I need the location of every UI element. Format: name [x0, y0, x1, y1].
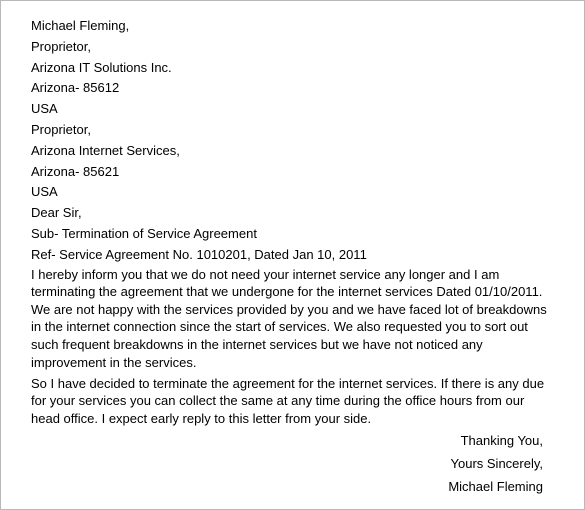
closing-thanks: Thanking You, — [460, 433, 543, 448]
sender-country: USA — [31, 101, 58, 117]
letter-body — [31, 16, 551, 427]
sender-title: Proprietor, — [31, 38, 91, 54]
letter-closing — [448, 429, 543, 498]
sender-name: Michael Fleming, — [31, 18, 130, 33]
body-paragraph-2 — [31, 375, 551, 428]
recipient-company: Arizona Internet Services, — [31, 142, 180, 158]
recipient-country: USA — [31, 184, 58, 200]
subject-line: Sub- Termination of Service Agreement — [31, 225, 257, 241]
closing-sign-off: Yours Sincerely, — [450, 456, 543, 471]
paragraph-line: improvement in the services. — [31, 354, 197, 370]
paragraph-line: such frequent breakdowns in the internet services but we have not noticed any — [31, 336, 483, 352]
paragraph-line: We are not happy with the services provided by you and we have faced lot of breakdowns — [31, 301, 547, 317]
reference-line: Ref- Service Agreement No. 1010201, Dated Jan 10, 2011 — [31, 246, 367, 262]
paragraph-line: for your services you can collect the same at any time during the office hours from our — [31, 393, 525, 409]
recipient-state-zip: Arizona- 85621 — [31, 163, 120, 179]
paragraph-line: So I have decided to terminate the agreement for the internet services. If there is any due — [31, 375, 545, 391]
sender-company: Arizona IT Solutions Inc. — [31, 59, 172, 75]
paragraph-line: head office. I expect early reply to this letter from your side. — [31, 410, 372, 426]
salutation: Dear Sir, — [31, 205, 82, 221]
signature-name: Michael Fleming — [448, 479, 543, 494]
body-paragraph-1 — [31, 266, 551, 372]
paragraph-line: terminating the agreement that we undergone for the internet services Dated 01/10/2011. — [31, 284, 543, 300]
paragraph-line: I hereby inform you that we do not need your internet service any longer and I am — [31, 266, 500, 282]
recipient-title: Proprietor, — [31, 121, 91, 137]
sender-state-zip: Arizona- 85612 — [31, 80, 120, 96]
paragraph-line: in the internet connection since the start of services. We also requested you to sort out — [31, 319, 528, 335]
